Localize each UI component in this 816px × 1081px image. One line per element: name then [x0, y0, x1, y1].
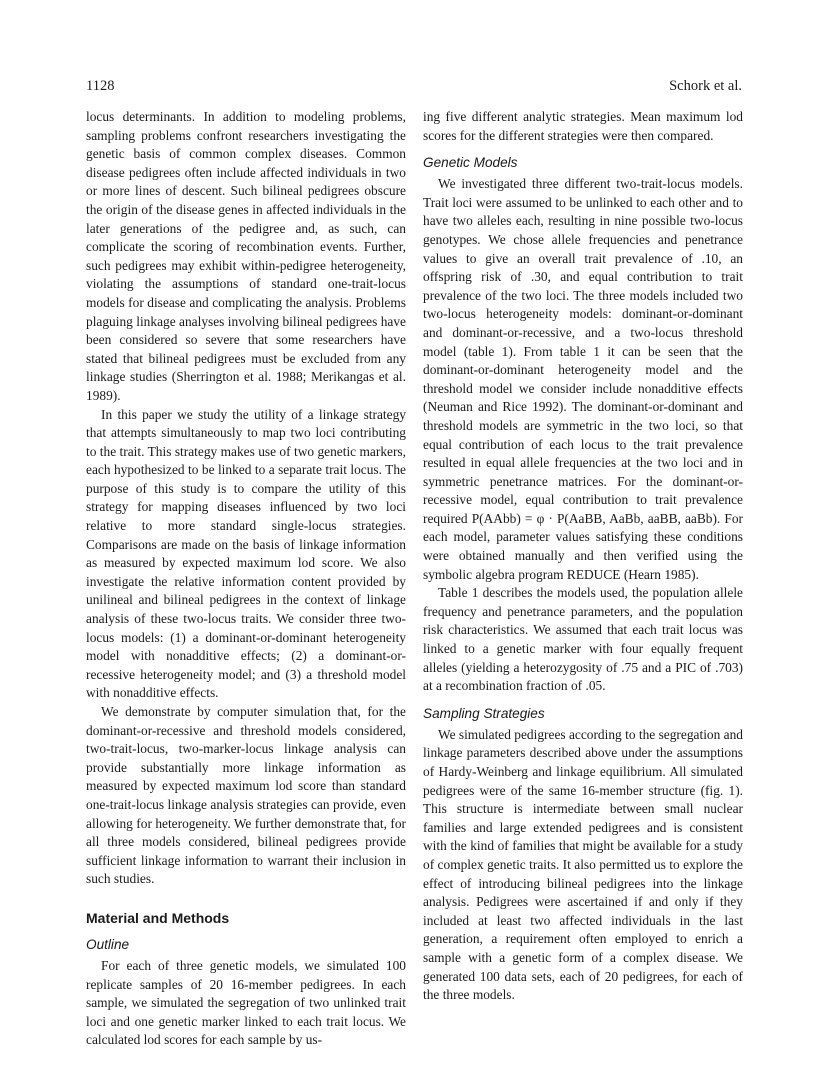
subsection-heading: Genetic Models — [423, 155, 518, 171]
paragraph: We investigated three different two-trait-locus models. Trait loci were assumed to be unlinked to each other and to have two alleles each, resulting in nine possible two-locus genotypes. We chose allele frequencies and penetrance values to give an overall trait prevalence of .10, an offspring risk of .30, and equal contribution to trait prevalence of the two loci. The three models included two two-locus heterogeneity models: dominant-or-dominant and dominant-or-recessive, and a two-locus threshold model (table 1). From table 1 it can be seen that the dominant-or-dominant heterogeneity model and the threshold model we consider include nonadditive effects (Neuman and Rice 1992). The dominant-or-dominant and threshold models are symmetric in the two loci, so that equal contribution of each locus to the trait prevalence resulted in equal allele frequencies at the two loci and in symmetric penetrance matrices. For the dominant-or-recessive model, equal contribution to trait prevalence required P(AAbb) = φ · P(AaBB, AaBb, aaBB, aaBb). For each model, parameter values satisfying these conditions were obtained manually and then verified using the symbolic algebra program REDUCE (Hearn 1985). — [423, 176, 743, 582]
paragraph: locus determinants. In addition to modeling problems, sampling problems confront researchers investigating the genetic basis of common complex diseases. Common disease pedigrees often include affected individuals in two or more lines of descent. Such bilineal pedigrees obscure the origin of the disease genes in affected individuals in the later generations of the pedigree and, as such, can complicate the scoring of recombination events. Further, such pedigrees may exhibit within-pedigree heterogeneity, violating the assumptions of standard one-trait-locus models for disease and complicating the analysis. Problems plaguing linkage analyses involving bilineal pedigrees have been considered so severe that some researchers have stated that bilineal pedigrees must be excluded from any linkage studies (Sherrington et al. 1988; Merikangas et al. 1989). — [86, 109, 406, 403]
left-column — [86, 108, 406, 1050]
page-number: 1128 — [86, 78, 115, 94]
section-heading: Material and Methods — [86, 909, 230, 926]
paragraph: We demonstrate by computer simulation that, for the dominant-or-recessive and threshold models considered, two-trait-locus, two-marker-locus linkage analysis can provide substantially more linkage information as measured by expected maximum lod score than standard one-trait-locus linkage analysis strategies can provide, even allowing for heterogeneity. We further demonstrate that, for all three models considered, bilineal pedigrees provide sufficient linkage information to warrant their inclusion in such studies. — [86, 704, 406, 887]
paragraph: ing five different analytic strategies. Mean maximum lod scores for the different strategies were then compared. — [423, 109, 743, 143]
paragraph: We simulated pedigrees according to the segregation and linkage parameters described above under the assumptions of Hardy-Weinberg and linkage equilibrium. All simulated pedigrees were of the same 16-member structure (fig. 1). This structure is intermediate between small nuclear families and large extended pedigrees and is consistent with the kind of families that might be available for a study of complex genetic traits. It also permitted us to explore the effect of introducing bilineal pedigrees into the linkage analysis. Pedigrees were ascertained if and only if they included at least two affected individuals in the last generation, a requirement often employed to enrich a sample with a genetic form of a complex disease. We generated 100 data sets, each of 20 pedigrees, for each of the three models. — [423, 726, 743, 1003]
paragraph: Table 1 describes the models used, the population allele frequency and penetrance parameters, and the population risk characteristics. We assumed that each trait locus was linked to a genetic marker with four equally frequent alleles (yielding a heterozygosity of .75 and a PIC of .703) at a recombination fraction of .05. — [423, 585, 743, 694]
right-column — [423, 108, 743, 1005]
running-head: Schork et al. — [669, 78, 742, 94]
subsection-heading: Sampling Strategies — [423, 705, 545, 721]
paragraph: In this paper we study the utility of a linkage strategy that attempts simultaneously to map two loci contributing to the trait. This strategy makes use of two genetic markers, each hypothesized to be linked to a separate trait locus. The purpose of this study is to compare the utility of this strategy for mapping diseases influenced by two loci relative to more standard single-locus strategies. Comparisons are made on the basis of linkage information as measured by expected maximum lod score. We also investigate the relative information content provided by unilineal and bilineal pedigrees in the context of linkage analysis of these two-locus traits. We consider three two-locus models: (1) a dominant-or-dominant heterogeneity model with nonadditive effects; (2) a dominant-or-recessive heterogeneity model; and (3) a threshold model with nonadditive effects. — [86, 406, 406, 701]
paragraph: For each of three genetic models, we simulated 100 replicate samples of 20 16-member pedigrees. In each sample, we simulated the segregation of two unlinked trait loci and one genetic marker linked to each trait locus. We calculated lod scores for each sample by us- — [86, 957, 406, 1048]
subsection-heading: Outline — [86, 936, 130, 952]
page-header — [86, 78, 742, 98]
